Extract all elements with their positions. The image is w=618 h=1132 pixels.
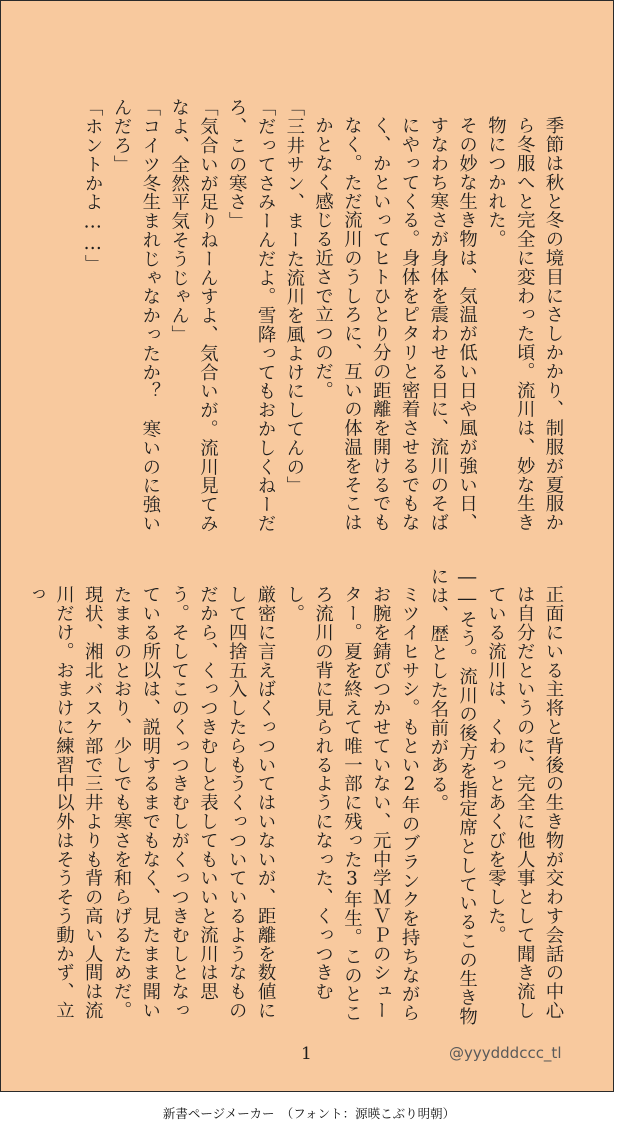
paragraph: 現状、湘北バスケ部で三井よりも背の高い人間は流川だけ。おまけに練習中以外はそうそう動かず、立っ <box>24 585 104 1021</box>
upper-text-block <box>47 98 567 548</box>
page-number: 1 <box>301 1044 312 1064</box>
author-handle: @yyydddccc_tl <box>449 1044 562 1062</box>
footer-caption: 新書ページメーカー （フォント：源暎こぶり明朝） <box>162 1106 456 1121</box>
paragraph: 正面にいる主将と背後の生き物が交わす会話の中心は自分だというのに、完全に他人事として聞き流している流川は、くわっとあくびを零した。 <box>485 585 564 1021</box>
paragraph: その妙な生き物は、気温が低い日や風が強い日、すなわち寒さが身体を震わせる日に、流川のそばにやってくる。身体をピタリと密着させるでもなく、かといってヒトひとり分の距離を開けるでもなく。ただ流川のうしろに、互いの体温をそこはかとなく感じる近さで立つのだ。 <box>312 116 478 533</box>
paragraph: ――そう。流川の後方を指定席としているこの生き物には、歴とした名前がある。 <box>427 567 478 1026</box>
paragraph: 季節は秋と冬の境目にさしかかり、制服が夏服から冬服へと完全に変わった頃。流川は、妙な生き物につかれた。 <box>485 116 564 533</box>
paragraph: ミツイヒサシ。もとい2年のブランクを持ちながらお腕を錆びつかせていない、元中学ＭＶＰのシューター。夏を終えて唯一部に残った3年生。このところ流川の背に見られるようになった、くっつきむし。 <box>283 585 421 1023</box>
paragraph: 「だってさみーんだよ。雪降ってもおかしくねーだろ、この寒さ」 <box>226 98 277 533</box>
paragraph: 「コイツ冬生まれじゃなかったか？ 寒いのに強いんだろ」 <box>111 98 161 533</box>
paragraph: 「三井サン、まーた流川を風よけにしてんの」 <box>283 98 305 495</box>
paragraph: 厳密に言えばくっついてはいないが、距離を数値にして四捨五入したらもうくっついているようなものだから、くっつきむしと表してもいいと流川は思う。そしてこのくっつきむしがくっつきむしとなっている所以は、説明するまでもなく、見たまま聞いたままのとおり、少しでも寒さを和らげるためだ。 <box>111 585 277 1021</box>
paragraph: 「ホントかよ……」 <box>82 98 104 274</box>
paragraph: 「気合いが足りねーんすよ、気合いが。流川見てみなよ、全然平気そうじゃん」 <box>168 98 219 533</box>
lower-text-block <box>24 567 567 1027</box>
